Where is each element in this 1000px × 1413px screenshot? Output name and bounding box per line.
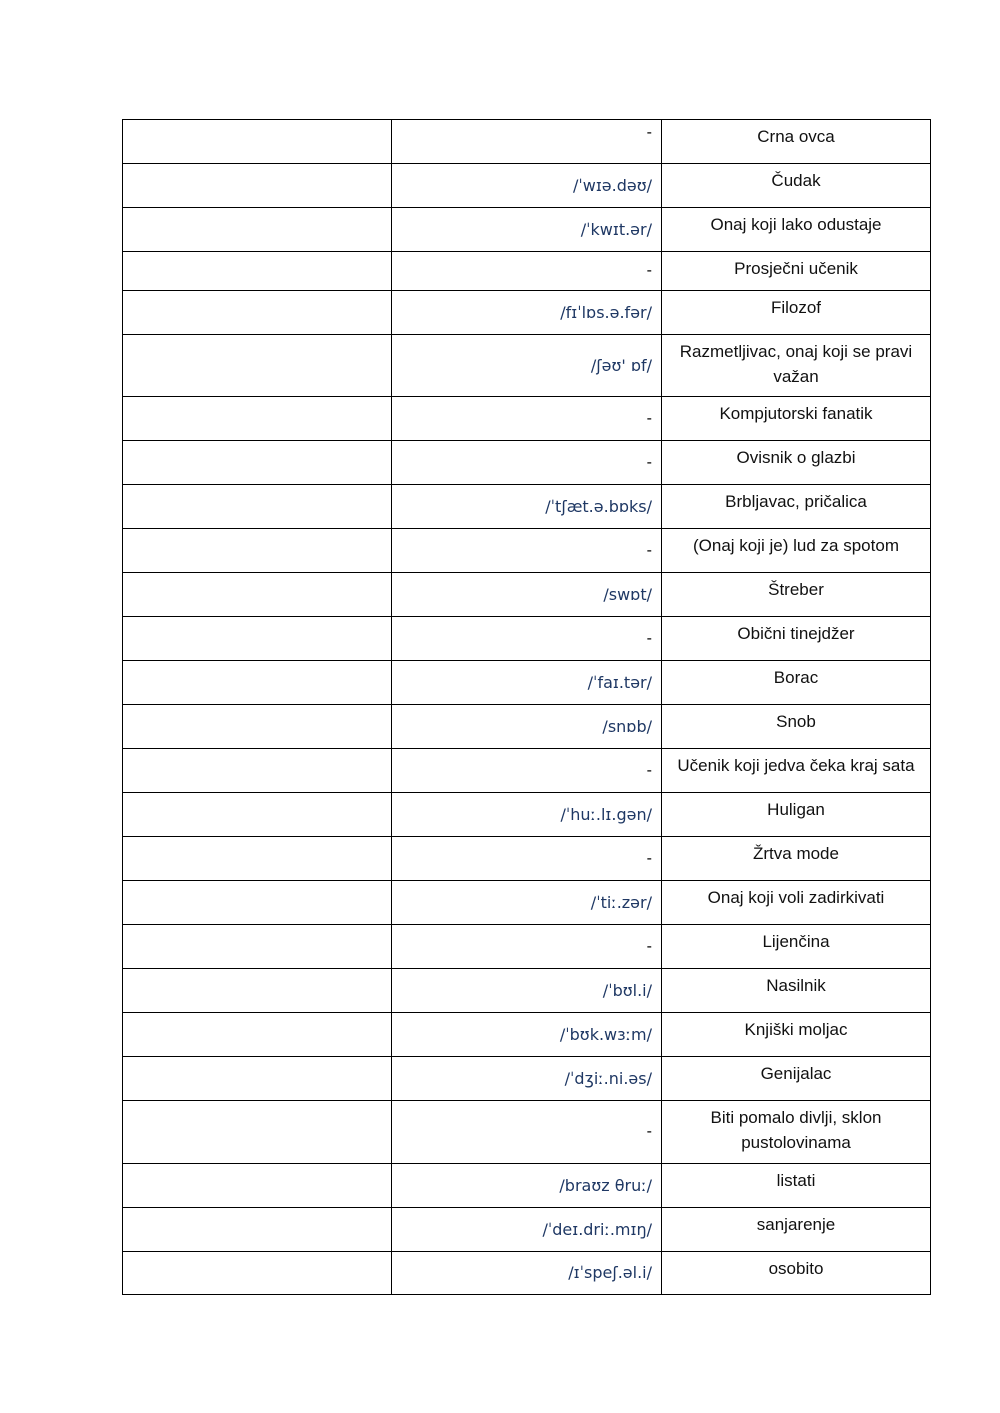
table-row — [123, 335, 931, 397]
pronunciation-cell — [392, 529, 662, 573]
vocabulary-table — [122, 119, 931, 1295]
pronunciation-text: /fɪˈlɒs.ə.fər/ — [560, 302, 652, 322]
pronunciation-text: - — [646, 541, 652, 559]
pronunciation-text: - — [646, 262, 652, 279]
pronunciation-text: /ˈbʊl.i/ — [602, 980, 652, 1000]
table-row — [123, 1013, 931, 1057]
meaning-cell: Žrtva mode — [662, 837, 931, 881]
pronunciation-text: /ˈkwɪt.ər/ — [580, 219, 652, 239]
pronunciation-cell — [392, 793, 662, 837]
answer-cell[interactable] — [123, 749, 392, 793]
answer-cell[interactable] — [123, 335, 392, 397]
table-row — [123, 291, 931, 335]
pronunciation-cell — [392, 164, 662, 208]
pronunciation-text: /ɪˈspeʃ.əl.i/ — [568, 1263, 652, 1282]
pronunciation-cell — [392, 573, 662, 617]
pronunciation-cell — [392, 617, 662, 661]
pronunciation-cell — [392, 485, 662, 529]
pronunciation-text: - — [646, 409, 652, 427]
pronunciation-cell — [392, 441, 662, 485]
pronunciation-cell — [392, 749, 662, 793]
pronunciation-cell — [392, 837, 662, 881]
meaning-cell: Crna ovca — [662, 120, 931, 164]
meaning-cell: Prosječni učenik — [662, 252, 931, 291]
pronunciation-cell — [392, 1101, 662, 1164]
meaning-cell: Brbljavac, pričalica — [662, 485, 931, 529]
pronunciation-text: - — [646, 937, 652, 955]
table-row — [123, 1057, 931, 1101]
meaning-cell: Snob — [662, 705, 931, 749]
answer-cell[interactable] — [123, 441, 392, 485]
answer-cell[interactable] — [123, 661, 392, 705]
meaning-cell: Biti pomalo divlji, sklon pustolovinama — [662, 1101, 931, 1164]
pronunciation-cell — [392, 1164, 662, 1208]
meaning-cell: Genijalac — [662, 1057, 931, 1101]
pronunciation-cell — [392, 252, 662, 291]
table-row — [123, 1208, 931, 1252]
pronunciation-cell — [392, 1013, 662, 1057]
answer-cell[interactable] — [123, 793, 392, 837]
table-row — [123, 397, 931, 441]
pronunciation-text: /snɒb/ — [602, 716, 652, 736]
table-row — [123, 573, 931, 617]
pronunciation-text: /swɒt/ — [603, 584, 652, 604]
pronunciation-text: /ˈtʃæt.ə.bɒks/ — [545, 496, 652, 516]
pronunciation-text: - — [646, 453, 652, 471]
table-row — [123, 925, 931, 969]
table-row — [123, 1252, 931, 1295]
answer-cell[interactable] — [123, 1252, 392, 1295]
answer-cell[interactable] — [123, 291, 392, 335]
table-row — [123, 661, 931, 705]
table-row — [123, 164, 931, 208]
meaning-cell: Učenik koji jedva čeka kraj sata — [662, 749, 931, 793]
meaning-cell: Huligan — [662, 793, 931, 837]
meaning-cell: osobito — [662, 1252, 931, 1295]
table-row — [123, 837, 931, 881]
pronunciation-text: /ˈdʒiː.ni.əs/ — [564, 1068, 652, 1088]
pronunciation-cell — [392, 397, 662, 441]
answer-cell[interactable] — [123, 705, 392, 749]
pronunciation-text: /ˈfaɪ.tər/ — [587, 672, 652, 692]
answer-cell[interactable] — [123, 208, 392, 252]
table-row — [123, 252, 931, 291]
meaning-cell: sanjarenje — [662, 1208, 931, 1252]
answer-cell[interactable] — [123, 164, 392, 208]
answer-cell[interactable] — [123, 1164, 392, 1208]
pronunciation-cell — [392, 705, 662, 749]
meaning-cell: Lijenčina — [662, 925, 931, 969]
meaning-cell: Čudak — [662, 164, 931, 208]
pronunciation-cell — [392, 291, 662, 335]
table-row — [123, 617, 931, 661]
answer-cell[interactable] — [123, 1057, 392, 1101]
table-row — [123, 705, 931, 749]
answer-cell[interactable] — [123, 969, 392, 1013]
meaning-cell: Knjiški moljac — [662, 1013, 931, 1057]
table-row — [123, 1164, 931, 1208]
table-row — [123, 1101, 931, 1164]
answer-cell[interactable] — [123, 529, 392, 573]
meaning-cell: Nasilnik — [662, 969, 931, 1013]
pronunciation-text: - — [646, 124, 652, 141]
pronunciation-text: /ʃəʊ' ɒf/ — [590, 355, 652, 375]
meaning-cell: Razmetljivac, onaj koji se pravi važan — [662, 335, 931, 397]
pronunciation-cell — [392, 1252, 662, 1295]
pronunciation-cell — [392, 969, 662, 1013]
meaning-cell: Onaj koji lako odustaje — [662, 208, 931, 252]
answer-cell[interactable] — [123, 485, 392, 529]
meaning-cell: Obični tinejdžer — [662, 617, 931, 661]
answer-cell[interactable] — [123, 881, 392, 925]
pronunciation-cell — [392, 335, 662, 397]
table-row — [123, 969, 931, 1013]
table-row — [123, 120, 931, 164]
pronunciation-text: - — [646, 629, 652, 647]
pronunciation-text: /ˈtiː.zər/ — [590, 892, 652, 912]
pronunciation-text: /ˈdeɪ.driː.mɪŋ/ — [542, 1219, 652, 1239]
pronunciation-cell — [392, 1057, 662, 1101]
pronunciation-text: /braʊz θruː/ — [559, 1175, 652, 1195]
answer-cell[interactable] — [123, 397, 392, 441]
answer-cell[interactable] — [123, 1101, 392, 1164]
answer-cell[interactable] — [123, 1208, 392, 1252]
pronunciation-cell — [392, 208, 662, 252]
pronunciation-text: /ˈwɪə.dəʊ/ — [572, 175, 652, 195]
meaning-cell: Štreber — [662, 573, 931, 617]
meaning-cell: Kompjutorski fanatik — [662, 397, 931, 441]
pronunciation-text: - — [646, 849, 652, 867]
meaning-cell: Borac — [662, 661, 931, 705]
meaning-cell: Ovisnik o glazbi — [662, 441, 931, 485]
answer-cell[interactable] — [123, 120, 392, 164]
pronunciation-text: /ˈbʊk.wɜːm/ — [559, 1024, 652, 1044]
pronunciation-cell — [392, 925, 662, 969]
table-row — [123, 881, 931, 925]
meaning-cell: listati — [662, 1164, 931, 1208]
table-row — [123, 485, 931, 529]
pronunciation-cell — [392, 1208, 662, 1252]
pronunciation-cell — [392, 661, 662, 705]
pronunciation-cell — [392, 881, 662, 925]
answer-cell[interactable] — [123, 252, 392, 291]
table-row — [123, 441, 931, 485]
table-row — [123, 529, 931, 573]
answer-cell[interactable] — [123, 925, 392, 969]
table-row — [123, 749, 931, 793]
meaning-cell: (Onaj koji je) lud za spotom — [662, 529, 931, 573]
answer-cell[interactable] — [123, 573, 392, 617]
pronunciation-text: - — [646, 761, 652, 779]
pronunciation-text: /ˈhuː.lɪ.gən/ — [560, 804, 652, 824]
pronunciation-cell — [392, 120, 662, 164]
meaning-cell: Onaj koji voli zadirkivati — [662, 881, 931, 925]
pronunciation-text: - — [646, 1123, 652, 1140]
meaning-cell: Filozof — [662, 291, 931, 335]
answer-cell[interactable] — [123, 1013, 392, 1057]
table-row — [123, 793, 931, 837]
answer-cell[interactable] — [123, 617, 392, 661]
answer-cell[interactable] — [123, 837, 392, 881]
table-row — [123, 208, 931, 252]
